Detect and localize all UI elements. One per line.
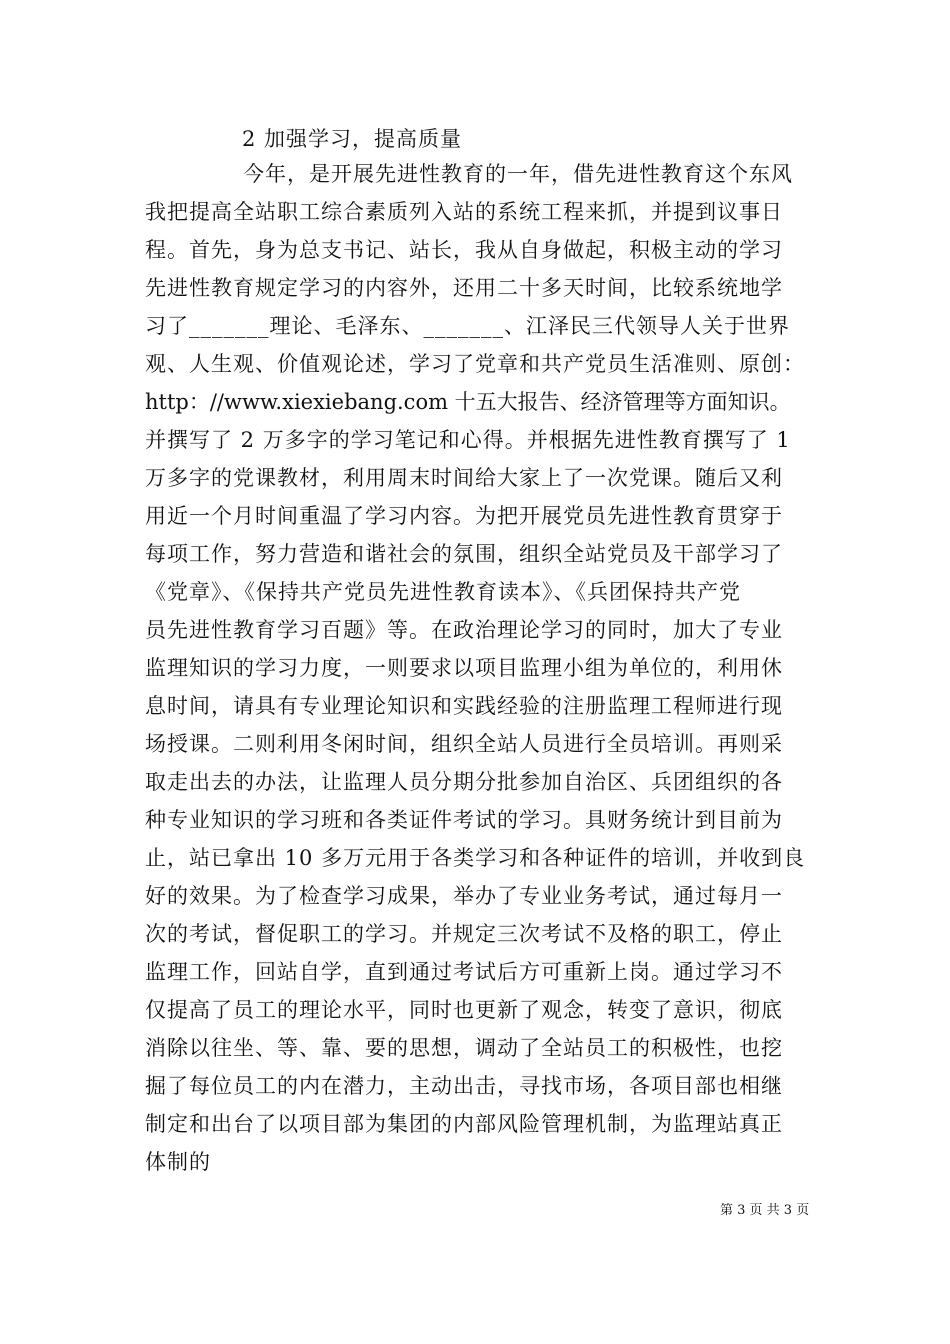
- paragraph-line-url: http：//www.xiexiebang.com 十五大报告、经济管理等方面知识。: [145, 390, 791, 414]
- paragraph-line: 息时间，请具有专业理论知识和实践经验的注册监理工程师进行现: [145, 694, 783, 718]
- paragraph-line: 掘了每位员工的内在潜力，主动出击，寻找市场，各项目部也相继: [145, 1074, 783, 1098]
- paragraph-line: 仅提高了员工的理论水平，同时也更新了观念，转变了意识，彻底: [145, 998, 783, 1022]
- paragraph-line: 体制的: [145, 1150, 211, 1174]
- paragraph-line: 程。首先，身为总支书记、站长，我从自身做起，积极主动的学习: [145, 238, 783, 262]
- paragraph-line: 制定和出台了以项目部为集团的内部风险管理机制，为监理站真正: [145, 1112, 783, 1136]
- body-text: [145, 155, 825, 1181]
- paragraph-line: 万多字的党课教材，利用周末时间给大家上了一次党课。随后又利: [145, 466, 783, 490]
- paragraph-line: 次的考试，督促职工的学习。并规定三次考试不及格的职工，停止: [145, 922, 783, 946]
- paragraph-line: 《党章》、《保持共产党员先进性教育读本》、《兵团保持共产党: [145, 580, 741, 604]
- paragraph-line: 监理知识的学习力度，一则要求以项目监理小组为单位的，利用休: [145, 656, 783, 680]
- paragraph-line: 止，站已拿出 10 多万元用于各类学习和各种证件的培训，并收到良: [145, 846, 806, 870]
- paragraph-line: 每项工作，努力营造和谐社会的氛围，组织全站党员及干部学习了: [145, 542, 783, 566]
- paragraph-line: 我把提高全站职工综合素质列入站的系统工程来抓，并提到议事日: [145, 200, 783, 224]
- paragraph-line: 习了_______理论、毛泽东、_______、江泽民三代领导人关于世界: [145, 314, 790, 338]
- paragraph-line: 观、人生观、价值观论述，学习了党章和共产党员生活准则、原创：: [145, 352, 805, 376]
- paragraph-line: 并撰写了 2 万多字的学习笔记和心得。并根据先进性教育撰写了 1: [145, 428, 791, 452]
- paragraph-line: 监理工作，回站自学，直到通过考试后方可重新上岗。通过学习不: [145, 960, 783, 984]
- paragraph-line: 用近一个月时间重温了学习内容。为把开展党员先进性教育贯穿于: [145, 504, 783, 528]
- paragraph-line: 种专业知识的学习班和各类证件考试的学习。具财务统计到目前为: [145, 808, 783, 832]
- paragraph-line: 消除以往坐、等、靠、要的思想，调动了全站员工的积极性，也挖: [145, 1036, 783, 1060]
- paragraph-line: 场授课。二则利用冬闲时间，组织全站人员进行全员培训。再则采: [145, 732, 783, 756]
- page-number: 第 3 页 共 3 页: [720, 1203, 810, 1218]
- section-heading: 2 加强学习，提高质量: [242, 127, 463, 151]
- paragraph-line: 先进性教育规定学习的内容外，还用二十多天时间，比较系统地学: [145, 276, 783, 300]
- paragraph-line: 今年，是开展先进性教育的一年，借先进性教育这个东风: [243, 162, 793, 186]
- paragraph-line: 好的效果。为了检查学习成果，举办了专业业务考试，通过每月一: [145, 884, 783, 908]
- paragraph-line: 取走出去的办法，让监理人员分期分批参加自治区、兵团组织的各: [145, 770, 783, 794]
- paragraph-line: 员先进性教育学习百题》等。在政治理论学习的同时，加大了专业: [145, 618, 783, 642]
